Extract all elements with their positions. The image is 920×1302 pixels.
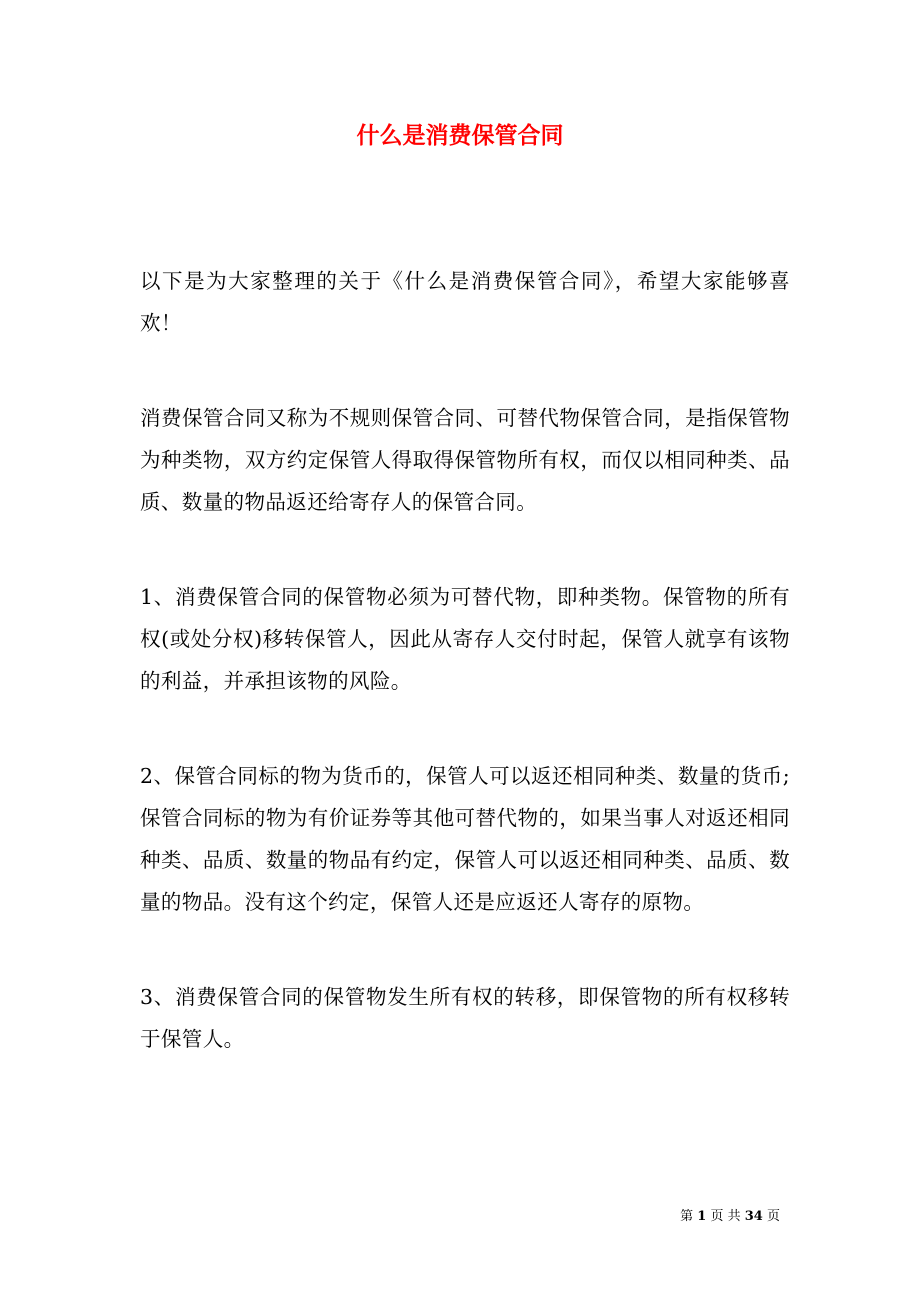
page-middle: 页 共 (710, 1209, 741, 1224)
page-number-footer (640, 1208, 780, 1226)
paragraph-intro: 以下是为大家整理的关于《什么是消费保管合同》，希望大家能够喜欢！ (140, 269, 790, 335)
document-title: 什么是消费保管合同 (356, 122, 564, 149)
page-prefix: 第 (680, 1209, 694, 1224)
paragraph-point-1: 1、消费保管合同的保管物必须为可替代物，即种类物。保管物的所有权(或处分权)移转保管人，因此从寄存人交付时起，保管人就享有该物的利益，并承担该物的风险。 (140, 585, 790, 693)
paragraph-point-2: 2、保管合同标的物为货币的，保管人可以返还相同种类、数量的货币;保管合同标的物为有价证券等其他可替代物的，如果当事人对返还相同种类、品质、数量的物品有约定，保管人可以返还相同种类、品质、数量的物品。没有这个约定，保管人还是应返还人寄存的原物。 (140, 764, 790, 914)
current-page-number: 1 (697, 1209, 707, 1224)
total-pages-number: 34 (744, 1209, 763, 1224)
document-body (140, 260, 790, 1113)
paragraph-point-3: 3、消费保管合同的保管物发生所有权的转移，即保管物的所有权移转于保管人。 (140, 985, 790, 1051)
paragraph-definition: 消费保管合同又称为不规则保管合同、可替代物保管合同，是指保管物为种类物，双方约定保管人得取得保管物所有权，而仅以相同种类、品质、数量的物品返还给寄存人的保管合同。 (140, 406, 790, 514)
page-suffix: 页 (766, 1209, 780, 1224)
